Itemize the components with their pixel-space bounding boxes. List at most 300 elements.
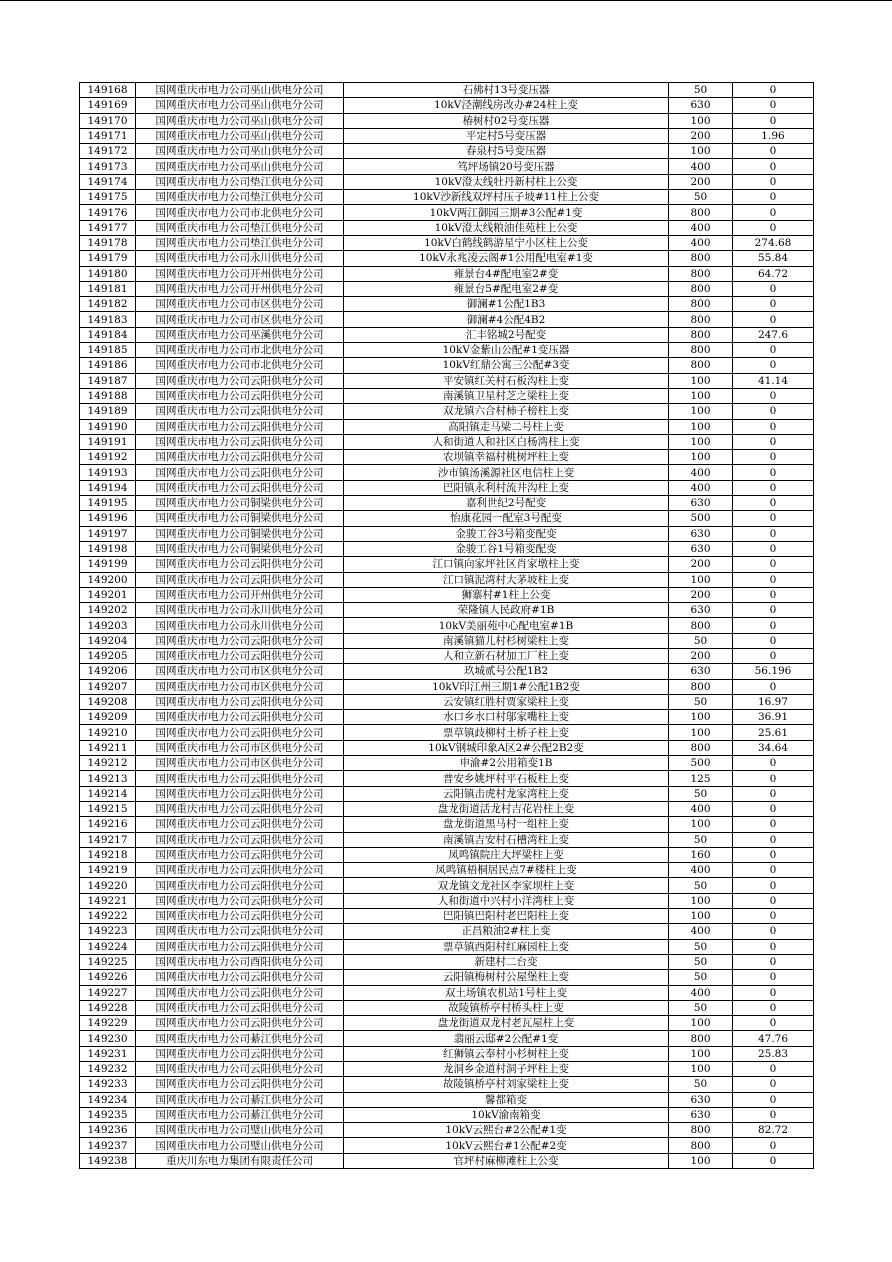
row-id-cell: 149206 [80, 664, 136, 679]
transformer-name-cell: 盘龙街道双龙村老瓦屋柱上变 [344, 1016, 669, 1031]
table-row [80, 1077, 814, 1092]
transformer-name-cell: 10kV白鹤线鹤游星宁小区柱上公变 [344, 235, 669, 250]
company-cell: 国网重庆市电力公司云阳供电分公司 [136, 985, 344, 1000]
company-cell: 国网重庆市电力公司云阳供电分公司 [136, 1000, 344, 1015]
company-cell: 国网重庆市电力公司云阳供电分公司 [136, 404, 344, 419]
table-row [80, 235, 814, 250]
table-row [80, 1062, 814, 1077]
capacity-cell: 630 [669, 1107, 733, 1122]
row-id-cell: 149186 [80, 358, 136, 373]
value-cell: 47.76 [733, 1031, 814, 1046]
value-cell: 0 [733, 1016, 814, 1031]
company-cell: 国网重庆市电力公司开州供电分公司 [136, 281, 344, 296]
table-row [80, 190, 814, 205]
capacity-cell: 50 [669, 190, 733, 205]
company-cell: 国网重庆市电力公司云阳供电分公司 [136, 863, 344, 878]
transformer-name-cell: 狮寨村#1柱上公变 [344, 587, 669, 602]
company-cell: 国网重庆市电力公司璧山供电分公司 [136, 1123, 344, 1138]
row-id-cell: 149233 [80, 1077, 136, 1092]
row-id-cell: 149173 [80, 159, 136, 174]
company-cell: 国网重庆市电力公司铜梁供电分公司 [136, 511, 344, 526]
value-cell: 34.64 [733, 740, 814, 755]
transformer-name-cell: 金骏工谷1号箱变配变 [344, 541, 669, 556]
row-id-cell: 149170 [80, 113, 136, 128]
capacity-cell: 50 [669, 970, 733, 985]
value-cell: 25.61 [733, 725, 814, 740]
table-row [80, 939, 814, 954]
company-cell: 国网重庆市电力公司巫山供电分公司 [136, 128, 344, 143]
table-row [80, 557, 814, 572]
capacity-cell: 100 [669, 1016, 733, 1031]
value-cell: 0 [733, 190, 814, 205]
capacity-cell: 100 [669, 725, 733, 740]
transformer-name-cell: 双土场镇农机站1号柱上变 [344, 985, 669, 1000]
capacity-cell: 100 [669, 144, 733, 159]
value-cell: 0 [733, 924, 814, 939]
row-id-cell: 149196 [80, 511, 136, 526]
capacity-cell: 100 [669, 1153, 733, 1168]
table-row [80, 603, 814, 618]
table-row [80, 648, 814, 663]
table-row [80, 465, 814, 480]
row-id-cell: 149172 [80, 144, 136, 159]
table-row [80, 587, 814, 602]
capacity-cell: 630 [669, 541, 733, 556]
value-cell: 0 [733, 174, 814, 189]
capacity-cell: 100 [669, 373, 733, 388]
row-id-cell: 149207 [80, 679, 136, 694]
table-row [80, 756, 814, 771]
row-id-cell: 149190 [80, 419, 136, 434]
row-id-cell: 149174 [80, 174, 136, 189]
value-cell: 0 [733, 587, 814, 602]
table-row [80, 801, 814, 816]
row-id-cell: 149232 [80, 1062, 136, 1077]
transformer-name-cell: 10kV澄太线牡丹新村柱上公变 [344, 174, 669, 189]
capacity-cell: 500 [669, 511, 733, 526]
company-cell: 国网重庆市电力公司璧山供电分公司 [136, 1138, 344, 1153]
value-cell: 0 [733, 281, 814, 296]
value-cell: 0 [733, 526, 814, 541]
value-cell: 0 [733, 954, 814, 969]
company-cell: 国网重庆市电力公司云阳供电分公司 [136, 924, 344, 939]
table-row [80, 786, 814, 801]
table-row [80, 327, 814, 342]
table-row [80, 113, 814, 128]
table-row [80, 1107, 814, 1122]
company-cell: 国网重庆市电力公司云阳供电分公司 [136, 909, 344, 924]
company-cell: 国网重庆市电力公司市北供电分公司 [136, 205, 344, 220]
transformer-name-cell: 龙洞乡金道村洞子坪柱上变 [344, 1062, 669, 1077]
capacity-cell: 800 [669, 740, 733, 755]
company-cell: 国网重庆市电力公司云阳供电分公司 [136, 801, 344, 816]
company-cell: 国网重庆市电力公司市区供电分公司 [136, 312, 344, 327]
row-id-cell: 149179 [80, 251, 136, 266]
row-id-cell: 149188 [80, 388, 136, 403]
capacity-cell: 800 [669, 205, 733, 220]
transformer-name-cell: 春泉村5号变压器 [344, 144, 669, 159]
capacity-cell: 400 [669, 235, 733, 250]
company-cell: 国网重庆市电力公司云阳供电分公司 [136, 970, 344, 985]
transformer-name-cell: 雍景台4#配电室2#变 [344, 266, 669, 281]
value-cell: 0 [733, 419, 814, 434]
value-cell: 55.84 [733, 251, 814, 266]
row-id-cell: 149203 [80, 618, 136, 633]
company-cell: 国网重庆市电力公司市区供电分公司 [136, 297, 344, 312]
transformer-name-cell: 10kV沙新线双坪村压子坡#11柱上公变 [344, 190, 669, 205]
row-id-cell: 149171 [80, 128, 136, 143]
transformer-name-cell: 人和立新石材加工厂柱上变 [344, 648, 669, 663]
value-cell: 0 [733, 434, 814, 449]
value-cell: 0 [733, 511, 814, 526]
value-cell: 41.14 [733, 373, 814, 388]
capacity-cell: 100 [669, 710, 733, 725]
capacity-cell: 630 [669, 526, 733, 541]
capacity-cell: 200 [669, 128, 733, 143]
company-cell: 国网重庆市电力公司云阳供电分公司 [136, 939, 344, 954]
company-cell: 重庆川东电力集团有限责任公司 [136, 1153, 344, 1168]
transformer-name-cell: 10kV钢城印象A区2#公配2B2变 [344, 740, 669, 755]
capacity-cell: 630 [669, 496, 733, 511]
transformer-name-cell: 盘龙街道黑马村一组柱上变 [344, 817, 669, 832]
table-row [80, 205, 814, 220]
row-id-cell: 149184 [80, 327, 136, 342]
capacity-cell: 800 [669, 281, 733, 296]
row-id-cell: 149231 [80, 1046, 136, 1061]
value-cell: 1.96 [733, 128, 814, 143]
transformer-name-cell: 平安镇红关村石板沟柱上变 [344, 373, 669, 388]
company-cell: 国网重庆市电力公司永川供电分公司 [136, 251, 344, 266]
company-cell: 国网重庆市电力公司市区供电分公司 [136, 679, 344, 694]
value-cell: 0 [733, 297, 814, 312]
company-cell: 国网重庆市电力公司綦江供电分公司 [136, 1031, 344, 1046]
transformer-name-cell: 怡康花园一配室3号配变 [344, 511, 669, 526]
transformer-name-cell: 云阳镇梅树村公屋堡柱上变 [344, 970, 669, 985]
row-id-cell: 149234 [80, 1092, 136, 1107]
transformer-name-cell: 盘龙街道活龙村吉花岩柱上变 [344, 801, 669, 816]
capacity-cell: 50 [669, 878, 733, 893]
value-cell: 0 [733, 1138, 814, 1153]
value-cell: 0 [733, 970, 814, 985]
table-row [80, 817, 814, 832]
value-cell: 0 [733, 863, 814, 878]
table-row [80, 343, 814, 358]
table-row [80, 128, 814, 143]
table-row [80, 878, 814, 893]
company-cell: 国网重庆市电力公司云阳供电分公司 [136, 893, 344, 908]
capacity-cell: 100 [669, 404, 733, 419]
company-cell: 国网重庆市电力公司巫山供电分公司 [136, 144, 344, 159]
capacity-cell: 800 [669, 266, 733, 281]
table-row [80, 1092, 814, 1107]
row-id-cell: 149225 [80, 954, 136, 969]
company-cell: 国网重庆市电力公司云阳供电分公司 [136, 419, 344, 434]
company-cell: 国网重庆市电力公司云阳供电分公司 [136, 771, 344, 786]
company-cell: 国网重庆市电力公司云阳供电分公司 [136, 648, 344, 663]
company-cell: 国网重庆市电力公司铜梁供电分公司 [136, 526, 344, 541]
table-row [80, 771, 814, 786]
value-cell: 0 [733, 909, 814, 924]
transformer-table [79, 82, 814, 1169]
transformer-name-cell: 农坝镇幸福村桃树坪柱上变 [344, 450, 669, 465]
table-row [80, 480, 814, 495]
row-id-cell: 149222 [80, 909, 136, 924]
row-id-cell: 149208 [80, 694, 136, 709]
row-id-cell: 149178 [80, 235, 136, 250]
value-cell: 0 [733, 1077, 814, 1092]
company-cell: 国网重庆市电力公司云阳供电分公司 [136, 1062, 344, 1077]
row-id-cell: 149177 [80, 220, 136, 235]
capacity-cell: 800 [669, 618, 733, 633]
capacity-cell: 100 [669, 1046, 733, 1061]
value-cell: 0 [733, 618, 814, 633]
table-row [80, 404, 814, 419]
table-row [80, 679, 814, 694]
row-id-cell: 149209 [80, 710, 136, 725]
row-id-cell: 149217 [80, 832, 136, 847]
row-id-cell: 149182 [80, 297, 136, 312]
capacity-cell: 800 [669, 327, 733, 342]
value-cell: 0 [733, 465, 814, 480]
company-cell: 国网重庆市电力公司市北供电分公司 [136, 358, 344, 373]
table-row [80, 83, 814, 98]
capacity-cell: 100 [669, 434, 733, 449]
transformer-name-cell: 云安镇红胜村贾家梁柱上变 [344, 694, 669, 709]
company-cell: 国网重庆市电力公司巫山供电分公司 [136, 113, 344, 128]
transformer-name-cell: 水口乡水口村邬家嘴柱上变 [344, 710, 669, 725]
company-cell: 国网重庆市电力公司垫江供电分公司 [136, 190, 344, 205]
value-cell: 0 [733, 878, 814, 893]
company-cell: 国网重庆市电力公司云阳供电分公司 [136, 388, 344, 403]
table-row [80, 419, 814, 434]
value-cell: 0 [733, 939, 814, 954]
capacity-cell: 50 [669, 83, 733, 98]
company-cell: 国网重庆市电力公司市北供电分公司 [136, 343, 344, 358]
capacity-cell: 400 [669, 801, 733, 816]
capacity-cell: 100 [669, 388, 733, 403]
table-row [80, 220, 814, 235]
table-row [80, 909, 814, 924]
value-cell: 0 [733, 496, 814, 511]
capacity-cell: 800 [669, 358, 733, 373]
row-id-cell: 149229 [80, 1016, 136, 1031]
company-cell: 国网重庆市电力公司云阳供电分公司 [136, 694, 344, 709]
table-row [80, 1046, 814, 1061]
transformer-name-cell: 10kV渝南箱变 [344, 1107, 669, 1122]
transformer-name-cell: 嘉利世纪2号配变 [344, 496, 669, 511]
value-cell: 0 [733, 648, 814, 663]
company-cell: 国网重庆市电力公司云阳供电分公司 [136, 725, 344, 740]
transformer-name-cell: 云阳镇击虎村龙家湾柱上变 [344, 786, 669, 801]
transformer-name-cell: 10kV泾潮线房改办#24柱上变 [344, 98, 669, 113]
value-cell: 0 [733, 480, 814, 495]
transformer-name-cell: 玖城贰号公配1B2 [344, 664, 669, 679]
capacity-cell: 200 [669, 648, 733, 663]
transformer-name-cell: 椿树村02号变压器 [344, 113, 669, 128]
capacity-cell: 800 [669, 297, 733, 312]
row-id-cell: 149214 [80, 786, 136, 801]
value-cell: 0 [733, 893, 814, 908]
row-id-cell: 149198 [80, 541, 136, 556]
table-row [80, 496, 814, 511]
table-row [80, 98, 814, 113]
table-row [80, 710, 814, 725]
company-cell: 国网重庆市电力公司云阳供电分公司 [136, 1077, 344, 1092]
table-row [80, 832, 814, 847]
company-cell: 国网重庆市电力公司云阳供电分公司 [136, 1046, 344, 1061]
table-row [80, 694, 814, 709]
transformer-name-cell: 10kV两江御园三期#3公配#1变 [344, 205, 669, 220]
table-row [80, 572, 814, 587]
value-cell: 0 [733, 343, 814, 358]
table-row [80, 633, 814, 648]
row-id-cell: 149185 [80, 343, 136, 358]
transformer-name-cell: 御澜#1公配1B3 [344, 297, 669, 312]
row-id-cell: 149237 [80, 1138, 136, 1153]
company-cell: 国网重庆市电力公司铜梁供电分公司 [136, 496, 344, 511]
row-id-cell: 149212 [80, 756, 136, 771]
value-cell: 0 [733, 756, 814, 771]
table-row [80, 358, 814, 373]
capacity-cell: 630 [669, 603, 733, 618]
value-cell: 0 [733, 1000, 814, 1015]
capacity-cell: 125 [669, 771, 733, 786]
transformer-name-cell: 10kV印江州三期1#公配1B2变 [344, 679, 669, 694]
row-id-cell: 149181 [80, 281, 136, 296]
capacity-cell: 200 [669, 174, 733, 189]
table-row [80, 863, 814, 878]
table-row [80, 740, 814, 755]
value-cell: 36.91 [733, 710, 814, 725]
company-cell: 国网重庆市电力公司巫山供电分公司 [136, 98, 344, 113]
transformer-name-cell: 馨都箱变 [344, 1092, 669, 1107]
capacity-cell: 100 [669, 450, 733, 465]
capacity-cell: 800 [669, 251, 733, 266]
row-id-cell: 149202 [80, 603, 136, 618]
value-cell: 0 [733, 679, 814, 694]
transformer-name-cell: 10kV澄太线粮油佳苑柱上公变 [344, 220, 669, 235]
company-cell: 国网重庆市电力公司巫溪供电分公司 [136, 327, 344, 342]
capacity-cell: 100 [669, 909, 733, 924]
table-row [80, 1153, 814, 1168]
table-row [80, 893, 814, 908]
row-id-cell: 149210 [80, 725, 136, 740]
transformer-name-cell: 沙市镇汤溪源社区电信柱上变 [344, 465, 669, 480]
value-cell: 64.72 [733, 266, 814, 281]
value-cell: 0 [733, 1107, 814, 1122]
transformer-name-cell: 人和街道中兴村小洋湾柱上变 [344, 893, 669, 908]
table-row [80, 511, 814, 526]
value-cell: 0 [733, 220, 814, 235]
company-cell: 国网重庆市电力公司云阳供电分公司 [136, 832, 344, 847]
row-id-cell: 149195 [80, 496, 136, 511]
table-row [80, 664, 814, 679]
capacity-cell: 200 [669, 557, 733, 572]
transformer-name-cell: 10kV云熙台#1公配#2变 [344, 1138, 669, 1153]
capacity-cell: 630 [669, 98, 733, 113]
company-cell: 国网重庆市电力公司云阳供电分公司 [136, 786, 344, 801]
transformer-name-cell: 10kV红鼎公寓三公配#3变 [344, 358, 669, 373]
table-row [80, 373, 814, 388]
table-row [80, 954, 814, 969]
capacity-cell: 630 [669, 1092, 733, 1107]
row-id-cell: 149192 [80, 450, 136, 465]
company-cell: 国网重庆市电力公司市区供电分公司 [136, 756, 344, 771]
transformer-name-cell: 双龙镇六合村柿子榜柱上变 [344, 404, 669, 419]
row-id-cell: 149238 [80, 1153, 136, 1168]
table-row [80, 1031, 814, 1046]
row-id-cell: 149236 [80, 1123, 136, 1138]
capacity-cell: 500 [669, 756, 733, 771]
transformer-name-cell: 巴阳镇永利村流井沟柱上变 [344, 480, 669, 495]
table-row [80, 618, 814, 633]
row-id-cell: 149193 [80, 465, 136, 480]
company-cell: 国网重庆市电力公司巫山供电分公司 [136, 159, 344, 174]
transformer-name-cell: 10kV金紫山公配#1变压器 [344, 343, 669, 358]
value-cell: 0 [733, 832, 814, 847]
company-cell: 国网重庆市电力公司永川供电分公司 [136, 618, 344, 633]
company-cell: 国网重庆市电力公司云阳供电分公司 [136, 480, 344, 495]
transformer-name-cell: 票草镇西阳村红麻园柱上变 [344, 939, 669, 954]
capacity-cell: 50 [669, 786, 733, 801]
row-id-cell: 149224 [80, 939, 136, 954]
transformer-name-cell: 江口镇向家坪社区肖家墩柱上变 [344, 557, 669, 572]
value-cell: 0 [733, 847, 814, 862]
transformer-name-cell: 南溪镇卫星村芝之梁柱上变 [344, 388, 669, 403]
value-cell: 0 [733, 1092, 814, 1107]
transformer-name-cell: 巴阳镇巴阳村老巴阳柱上变 [344, 909, 669, 924]
company-cell: 国网重庆市电力公司云阳供电分公司 [136, 1016, 344, 1031]
company-cell: 国网重庆市电力公司綦江供电分公司 [136, 1107, 344, 1122]
capacity-cell: 400 [669, 863, 733, 878]
company-cell: 国网重庆市电力公司云阳供电分公司 [136, 373, 344, 388]
table-row [80, 1138, 814, 1153]
capacity-cell: 400 [669, 985, 733, 1000]
transformer-name-cell: 10kV美丽苑中心配电室#1B [344, 618, 669, 633]
value-cell: 0 [733, 312, 814, 327]
capacity-cell: 160 [669, 847, 733, 862]
transformer-name-cell: 普安乡姚坪村平石板柱上变 [344, 771, 669, 786]
table-row [80, 541, 814, 556]
row-id-cell: 149175 [80, 190, 136, 205]
value-cell: 56.196 [733, 664, 814, 679]
row-id-cell: 149194 [80, 480, 136, 495]
row-id-cell: 149200 [80, 572, 136, 587]
transformer-name-cell: 笃坪场镇20号变压器 [344, 159, 669, 174]
transformer-name-cell: 10kV永兆凌云阁#1公用配电室#1变 [344, 251, 669, 266]
row-id-cell: 149176 [80, 205, 136, 220]
table-row [80, 281, 814, 296]
company-cell: 国网重庆市电力公司云阳供电分公司 [136, 633, 344, 648]
capacity-cell: 400 [669, 465, 733, 480]
value-cell: 0 [733, 83, 814, 98]
capacity-cell: 100 [669, 419, 733, 434]
row-id-cell: 149183 [80, 312, 136, 327]
table-row [80, 970, 814, 985]
row-id-cell: 149211 [80, 740, 136, 755]
value-cell: 25.83 [733, 1046, 814, 1061]
value-cell: 0 [733, 541, 814, 556]
capacity-cell: 800 [669, 1031, 733, 1046]
value-cell: 0 [733, 388, 814, 403]
transformer-name-cell: 平定村5号变压器 [344, 128, 669, 143]
capacity-cell: 630 [669, 664, 733, 679]
transformer-name-cell: 雍景台5#配电室2#变 [344, 281, 669, 296]
row-id-cell: 149230 [80, 1031, 136, 1046]
capacity-cell: 400 [669, 220, 733, 235]
capacity-cell: 50 [669, 1077, 733, 1092]
capacity-cell: 100 [669, 817, 733, 832]
